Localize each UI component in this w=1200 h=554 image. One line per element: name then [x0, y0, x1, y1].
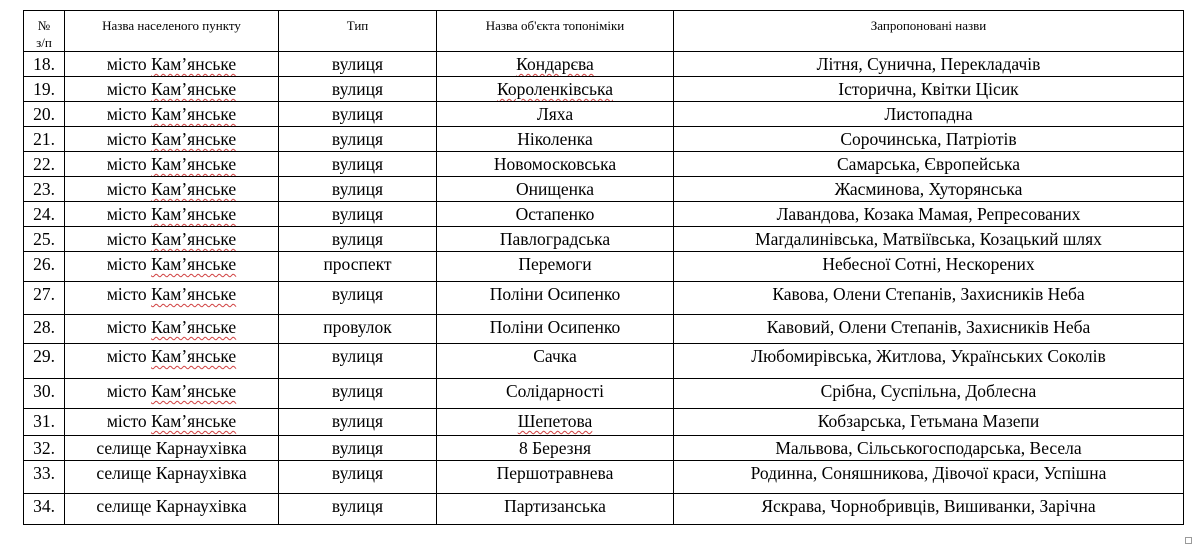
settlement-name: Кам’янське	[151, 254, 237, 274]
cell-type: вулиця	[279, 494, 437, 525]
cell-proposed	[674, 127, 1184, 152]
proposed-names: Самарська, Європейська	[837, 154, 1020, 174]
cell-proposed	[674, 77, 1184, 102]
cell-type: вулиця	[279, 436, 437, 461]
proposed-names: Кобзарська, Гетьмана Мазепи	[817, 411, 1040, 431]
object-name: Поліни Осипенко	[489, 317, 621, 337]
paragraph-end-mark	[1185, 537, 1192, 544]
table-row	[24, 344, 1184, 379]
cell-settlement	[65, 227, 279, 252]
cell-type: проспект	[279, 252, 437, 282]
proposed-names: Родинна, Соняшникова, Дівочої краси, Успішна	[750, 463, 1107, 483]
cell-proposed	[674, 344, 1184, 379]
cell-settlement	[65, 52, 279, 77]
cell-proposed	[674, 177, 1184, 202]
proposed-names: Магдалинівська, Матвіївська, Козацький шлях	[755, 229, 1102, 249]
cell-settlement	[65, 436, 279, 461]
object-name: Сачка	[533, 346, 577, 366]
settlement-name: Карнаухівка	[155, 496, 247, 516]
cell-settlement	[65, 102, 279, 127]
object-name: Солідарності	[505, 381, 605, 401]
settlement-name: Кам’янське	[151, 229, 237, 249]
table-body	[24, 52, 1184, 525]
cell-object-name	[437, 202, 674, 227]
proposed-names: Літня, Сунична, Перекладачів	[816, 54, 1041, 74]
cell-num: 29.	[24, 344, 65, 379]
cell-settlement	[65, 177, 279, 202]
settlement-name: Кам’янське	[151, 154, 237, 174]
proposed-names: Небесної Сотні, Нескорених	[822, 254, 1035, 274]
cell-type: вулиця	[279, 409, 437, 436]
table-row	[24, 52, 1184, 77]
cell-type: вулиця	[279, 379, 437, 409]
cell-settlement	[65, 315, 279, 344]
cell-settlement	[65, 409, 279, 436]
header-settlement: Назва населеного пункту	[65, 11, 279, 52]
cell-proposed	[674, 379, 1184, 409]
settlement-prefix: місто	[106, 79, 147, 99]
cell-settlement	[65, 344, 279, 379]
cell-object-name	[437, 409, 674, 436]
table-row	[24, 282, 1184, 315]
settlement-name: Кам’янське	[151, 129, 237, 149]
cell-num: 34.	[24, 494, 65, 525]
table-row	[24, 315, 1184, 344]
cell-object-name	[437, 344, 674, 379]
cell-num: 32.	[24, 436, 65, 461]
settlement-name: Карнаухівка	[155, 438, 247, 458]
settlement-name: Кам’янське	[151, 79, 237, 99]
settlement-prefix: місто	[106, 284, 147, 304]
object-name: Ніколенка	[517, 129, 593, 149]
settlement-prefix: місто	[106, 381, 147, 401]
cell-object-name	[437, 436, 674, 461]
cell-type: вулиця	[279, 282, 437, 315]
cell-num: 22.	[24, 152, 65, 177]
cell-proposed	[674, 315, 1184, 344]
object-name: Онищенка	[516, 179, 594, 199]
proposed-names: Історична, Квітки Цісик	[838, 79, 1019, 99]
settlement-name: Кам’янське	[151, 54, 237, 74]
proposed-names: Яскрава, Чорнобривців, Вишиванки, Зарічна	[761, 496, 1096, 516]
settlement-prefix: місто	[106, 54, 147, 74]
header-type: Тип	[279, 11, 437, 52]
cell-object-name	[437, 52, 674, 77]
settlement-name: Кам’янське	[151, 104, 237, 124]
settlement-prefix: місто	[106, 254, 147, 274]
cell-proposed	[674, 202, 1184, 227]
table-row	[24, 252, 1184, 282]
table-row	[24, 461, 1184, 494]
settlement-name: Кам’янське	[151, 179, 237, 199]
cell-settlement	[65, 127, 279, 152]
cell-num: 18.	[24, 52, 65, 77]
table-row	[24, 494, 1184, 525]
object-name: Ляха	[536, 104, 574, 124]
cell-num: 19.	[24, 77, 65, 102]
settlement-prefix: селище	[96, 496, 152, 516]
proposed-names: Любомирівська, Житлова, Українських Соколів	[751, 346, 1106, 366]
cell-proposed	[674, 409, 1184, 436]
table-row	[24, 379, 1184, 409]
table-row	[24, 409, 1184, 436]
object-name: Кондарєва	[516, 54, 594, 74]
cell-object-name	[437, 494, 674, 525]
settlement-prefix: місто	[106, 129, 147, 149]
settlement-prefix: місто	[106, 346, 147, 366]
object-name: Перемоги	[518, 254, 592, 274]
cell-settlement	[65, 282, 279, 315]
settlement-name: Кам’янське	[151, 381, 237, 401]
table-row	[24, 127, 1184, 152]
table-row	[24, 152, 1184, 177]
cell-type: вулиця	[279, 102, 437, 127]
cell-proposed	[674, 152, 1184, 177]
cell-proposed	[674, 52, 1184, 77]
cell-object-name	[437, 461, 674, 494]
object-name: Шепетова	[517, 411, 593, 431]
cell-type: вулиця	[279, 461, 437, 494]
settlement-name: Кам’янське	[151, 411, 237, 431]
cell-settlement	[65, 494, 279, 525]
object-name: Павлоградська	[499, 229, 611, 249]
settlement-name: Кам’янське	[151, 317, 237, 337]
table-row	[24, 436, 1184, 461]
settlement-prefix: місто	[106, 317, 147, 337]
cell-object-name	[437, 102, 674, 127]
object-name: Партизанська	[504, 496, 606, 516]
cell-num: 20.	[24, 102, 65, 127]
cell-type: вулиця	[279, 177, 437, 202]
cell-type: вулиця	[279, 52, 437, 77]
cell-settlement	[65, 77, 279, 102]
cell-object-name	[437, 77, 674, 102]
settlement-name: Карнаухівка	[155, 463, 247, 483]
cell-type: вулиця	[279, 77, 437, 102]
cell-num: 28.	[24, 315, 65, 344]
header-num-line1: №	[37, 18, 51, 33]
settlement-name: Кам’янське	[151, 284, 237, 304]
cell-proposed	[674, 282, 1184, 315]
settlement-prefix: місто	[106, 411, 147, 431]
header-row	[24, 11, 1184, 52]
cell-object-name	[437, 315, 674, 344]
cell-settlement	[65, 252, 279, 282]
cell-settlement	[65, 379, 279, 409]
cell-num: 26.	[24, 252, 65, 282]
settlement-prefix: місто	[106, 154, 147, 174]
cell-num: 23.	[24, 177, 65, 202]
cell-settlement	[65, 202, 279, 227]
cell-num: 24.	[24, 202, 65, 227]
object-name: Остапенко	[515, 204, 595, 224]
proposed-names: Кавова, Олени Степанів, Захисників Неба	[772, 284, 1085, 304]
proposed-names: Кавовий, Олени Степанів, Захисників Неба	[766, 317, 1091, 337]
cell-object-name	[437, 152, 674, 177]
cell-type: вулиця	[279, 152, 437, 177]
settlement-name: Кам’янське	[151, 204, 237, 224]
settlement-prefix: селище	[96, 438, 152, 458]
header-object-name: Назва об'єкта топоніміки	[437, 11, 674, 52]
toponymy-table	[23, 10, 1184, 525]
proposed-names: Срібна, Суспільна, Доблесна	[820, 381, 1037, 401]
settlement-prefix: селище	[96, 463, 152, 483]
object-name: Новомосковська	[493, 154, 617, 174]
cell-object-name	[437, 282, 674, 315]
cell-object-name	[437, 227, 674, 252]
object-name: 8 Березня	[519, 438, 591, 458]
table-row	[24, 227, 1184, 252]
cell-num: 30.	[24, 379, 65, 409]
cell-proposed	[674, 102, 1184, 127]
table-row	[24, 202, 1184, 227]
cell-object-name	[437, 177, 674, 202]
object-name: Поліни Осипенко	[489, 284, 621, 304]
proposed-names: Мальвова, Сільськогосподарська, Весела	[775, 438, 1082, 458]
table-row	[24, 102, 1184, 127]
cell-object-name	[437, 252, 674, 282]
cell-settlement	[65, 152, 279, 177]
cell-num: 21.	[24, 127, 65, 152]
proposed-names: Сорочинська, Патріотів	[840, 129, 1017, 149]
settlement-prefix: місто	[106, 204, 147, 224]
object-name: Першотравнева	[496, 463, 614, 483]
settlement-prefix: місто	[106, 179, 147, 199]
cell-proposed	[674, 252, 1184, 282]
proposed-names: Лавандова, Козака Мамая, Репресованих	[776, 204, 1081, 224]
settlement-name: Кам’янське	[151, 346, 237, 366]
proposed-names: Жасминова, Хуторянська	[834, 179, 1023, 199]
document-page	[23, 10, 1183, 525]
header-num-line2: з/п	[36, 35, 52, 50]
table-row	[24, 177, 1184, 202]
cell-object-name	[437, 127, 674, 152]
header-proposed: Запропоновані назви	[674, 11, 1184, 52]
object-name: Короленківська	[497, 79, 613, 99]
cell-settlement	[65, 461, 279, 494]
cell-type: провулок	[279, 315, 437, 344]
cell-object-name	[437, 379, 674, 409]
cell-num: 33.	[24, 461, 65, 494]
cell-proposed	[674, 461, 1184, 494]
cell-type: вулиця	[279, 202, 437, 227]
header-num	[24, 11, 65, 52]
cell-proposed	[674, 227, 1184, 252]
settlement-prefix: місто	[106, 229, 147, 249]
cell-proposed	[674, 494, 1184, 525]
cell-num: 31.	[24, 409, 65, 436]
cell-type: вулиця	[279, 344, 437, 379]
proposed-names: Листопадна	[884, 104, 973, 124]
cell-type: вулиця	[279, 127, 437, 152]
settlement-prefix: місто	[106, 104, 147, 124]
table-row	[24, 77, 1184, 102]
table-header	[24, 11, 1184, 52]
cell-proposed	[674, 436, 1184, 461]
cell-type: вулиця	[279, 227, 437, 252]
cell-num: 27.	[24, 282, 65, 315]
cell-num: 25.	[24, 227, 65, 252]
